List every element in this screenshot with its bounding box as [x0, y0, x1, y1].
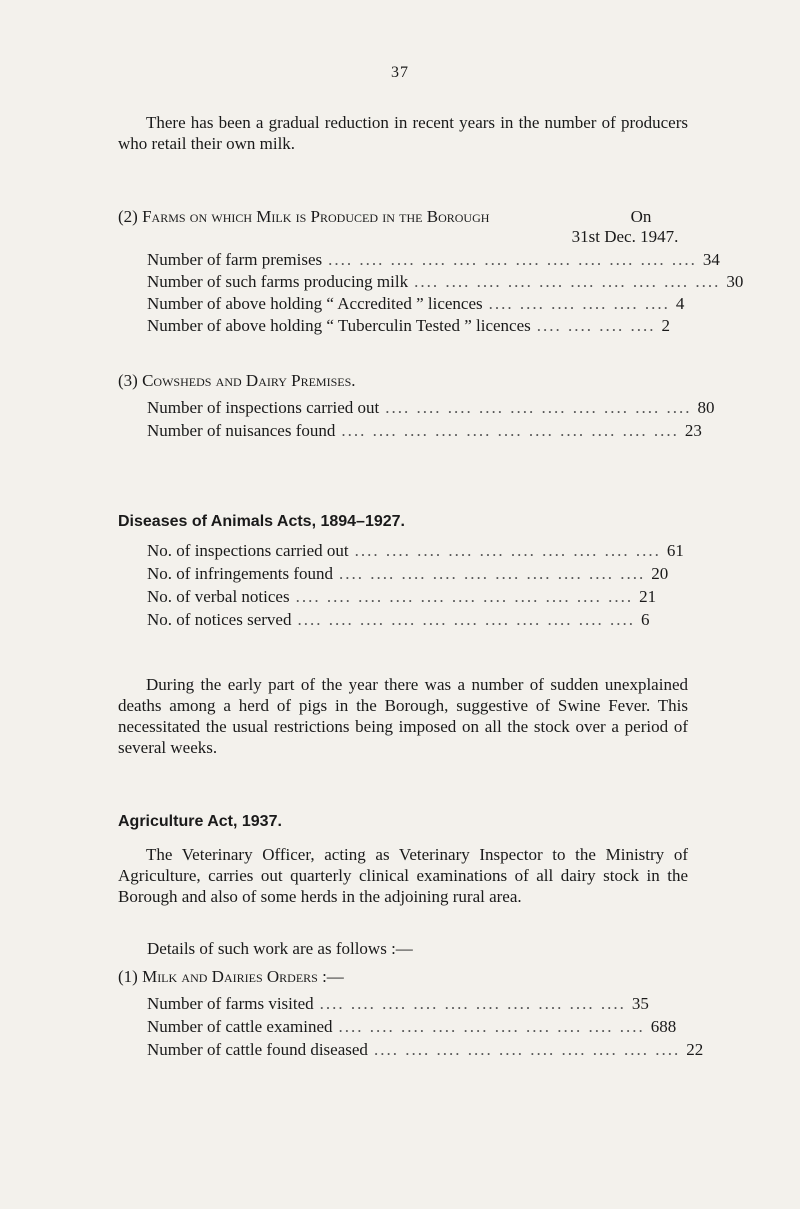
cowsheds-heading: (3) Cowsheds and Dairy Premises.: [118, 371, 356, 390]
row-value: 4: [675, 294, 685, 313]
diseases-row: [147, 586, 657, 607]
row-label: Number of cattle examined: [147, 1017, 333, 1036]
row-label: Number of cattle found diseased: [147, 1040, 368, 1059]
farms-row: [147, 315, 670, 336]
dot-leader: .... .... .... .... .... .... .... .... .... .... ....: [341, 421, 679, 440]
diseases-row: [147, 540, 684, 561]
farms-row: [147, 293, 685, 314]
row-value: 35: [631, 994, 649, 1013]
intro-paragraph: [118, 112, 688, 154]
row-value: 80: [697, 398, 715, 417]
row-value: 2: [661, 316, 670, 335]
row-label: Number of above holding “ Tuberculin Tested ” licences: [147, 316, 531, 335]
agriculture-paragraph: [118, 844, 688, 907]
row-value: 688: [650, 1017, 677, 1036]
details-intro: Details of such work are as follows :—: [147, 939, 413, 958]
dot-leader: .... .... .... .... .... ....: [488, 294, 670, 313]
farms-row: [147, 271, 744, 292]
diseases-row: [147, 609, 650, 630]
row-value: 22: [686, 1040, 704, 1059]
diseases-row: [147, 563, 669, 584]
dot-leader: .... .... .... .... .... .... .... .... .... .... .... ....: [328, 250, 697, 269]
farms-heading: (2) Farms on which Milk is Produced in the Borough: [118, 207, 490, 226]
dot-leader: .... .... .... ....: [536, 316, 656, 335]
row-value: 6: [640, 610, 650, 629]
dot-leader: .... .... .... .... .... .... .... .... .... ....: [339, 564, 646, 583]
row-label: No. of notices served: [147, 610, 292, 629]
row-value: 34: [702, 250, 720, 269]
row-value: 23: [684, 421, 702, 440]
cowsheds-row: [147, 397, 715, 418]
orders-heading: (1) Milk and Dairies Orders :—: [118, 967, 344, 986]
row-value: 61: [666, 541, 684, 560]
farms-col-head-date: 31st Dec. 1947.: [571, 227, 679, 246]
row-value: 21: [639, 587, 657, 606]
dot-leader: .... .... .... .... .... .... .... .... .... ....: [319, 994, 626, 1013]
dot-leader: .... .... .... .... .... .... .... .... .... .... ....: [295, 587, 634, 606]
dot-leader: .... .... .... .... .... .... .... .... .... ....: [354, 541, 661, 560]
intro-text: There has been a gradual reduction in recent years in the number of producers who retail their own milk.: [118, 113, 688, 153]
farms-col-head-on: On: [630, 207, 652, 226]
row-value: 20: [651, 564, 669, 583]
row-label: No. of inspections carried out: [147, 541, 349, 560]
cowsheds-row: [147, 420, 702, 441]
dot-leader: .... .... .... .... .... .... .... .... .... ....: [373, 1040, 681, 1059]
dot-leader: .... .... .... .... .... .... .... .... .... ....: [385, 398, 692, 417]
dot-leader: .... .... .... .... .... .... .... .... .... ....: [338, 1017, 645, 1036]
orders-row: [147, 1016, 677, 1037]
page-number: 37: [391, 64, 409, 81]
orders-row: [147, 1039, 704, 1060]
row-label: Number of above holding “ Accredited ” licences: [147, 294, 483, 313]
row-label: Number of farms visited: [147, 994, 314, 1013]
row-label: Number of inspections carried out: [147, 398, 380, 417]
row-label: Number of such farms producing milk: [147, 272, 409, 291]
swine-fever-paragraph: [118, 674, 688, 758]
row-label: No. of verbal notices: [147, 587, 290, 606]
dot-leader: .... .... .... .... .... .... .... .... .... ....: [414, 272, 721, 291]
row-label: Number of nuisances found: [147, 421, 336, 440]
diseases-heading: Diseases of Animals Acts, 1894–1927.: [118, 513, 405, 530]
row-value: 30: [726, 272, 744, 291]
swine-fever-text: During the early part of the year there was a number of sudden unexplained deaths among a herd of pigs in the Borough, suggestive of Swine Fever. This necessitated the usual restrictions being imposed on all the stock over a period of several weeks.: [118, 675, 688, 757]
orders-row: [147, 993, 649, 1014]
row-label: Number of farm premises: [147, 250, 323, 269]
agriculture-text: The Veterinary Officer, acting as Veterinary Inspector to the Ministry of Agriculture, carries out quarterly clinical examinations of all dairy stock in the Borough and also of some herds in the adjoining rural area.: [118, 845, 688, 906]
farms-row: [147, 249, 720, 270]
row-label: No. of infringements found: [147, 564, 334, 583]
dot-leader: .... .... .... .... .... .... .... .... .... .... ....: [297, 610, 635, 629]
agriculture-heading: Agriculture Act, 1937.: [118, 813, 282, 830]
